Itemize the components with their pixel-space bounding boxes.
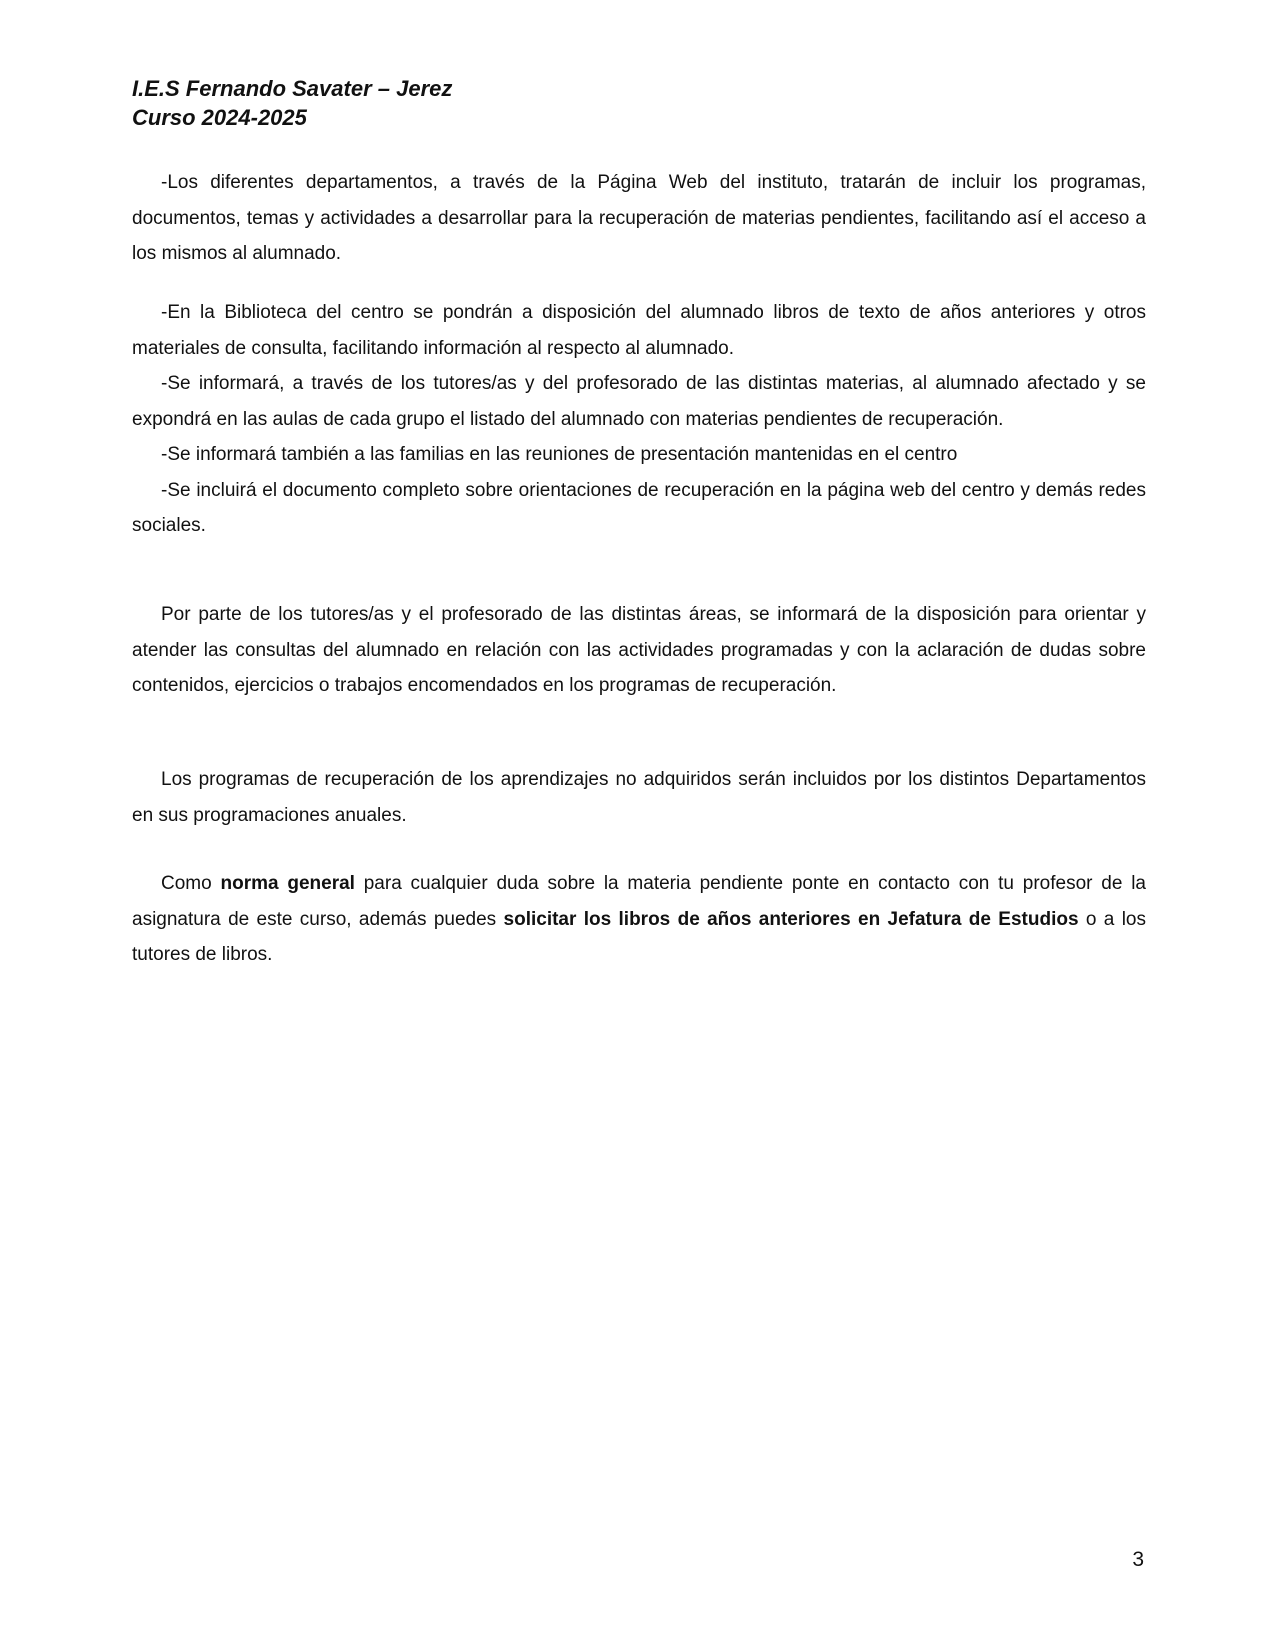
course-year: Curso 2024-2025 xyxy=(132,105,307,130)
paragraph-text: Por parte de los tutores/as y el profesorado de las distintas áreas, se informará de la disposición para orientar y atender las consultas del alumnado en relación con las actividades programadas y con la aclaración de dudas sobre contenidos, ejercicios o trabajos encomendados en los programas de recuperación. xyxy=(132,604,1146,696)
paragraph-tutors-inform: -Se informará, a través de los tutores/as y del profesorado de las distintas materias, al alumnado afectado y se expondrá en las aulas de cada grupo el listado del alumnado con materias pendientes de recuperación. xyxy=(132,373,1146,430)
page-number: 3 xyxy=(1132,1548,1144,1571)
paragraph-text xyxy=(132,866,1146,973)
paragraph-families: -Se informará también a las familias en las reuniones de presentación mantenidas en el centro xyxy=(161,444,958,465)
page-header xyxy=(132,74,452,132)
bold-norma-general: norma general xyxy=(220,873,355,894)
bold-request-books: solicitar los libros de años anteriores en Jefatura de Estudios xyxy=(503,908,1079,930)
text-segment: Como xyxy=(161,873,221,894)
paragraph-text: -Los diferentes departamentos, a través de la Página Web del instituto, tratarán de incluir los programas, documentos, temas y actividades a desarrollar para la recuperación de materias pendientes, facilitando así el acceso a los mismos al alumnado. xyxy=(132,172,1146,264)
paragraph-web-page xyxy=(132,165,1146,272)
school-name: I.E.S Fernando Savater – Jerez xyxy=(132,76,453,101)
text-segment: o a los tutores de libros. xyxy=(132,908,1146,965)
paragraph-library: -En la Biblioteca del centro se pondrán a disposición del alumnado libros de texto de años anteriores y otros materiales de consulta, facilitando información al respecto al alumnado. xyxy=(132,302,1146,359)
paragraph-text: Los programas de recuperación de los aprendizajes no adquiridos serán incluidos por los distintos Departamentos en sus programaciones anuales. xyxy=(132,769,1146,826)
paragraph-group-library xyxy=(132,295,1146,544)
paragraph-tutors-orient xyxy=(132,597,1146,704)
paragraph-document-web: -Se incluirá el documento completo sobre orientaciones de recuperación en la página web del centro y demás redes sociales. xyxy=(132,479,1146,536)
paragraph-programs xyxy=(132,762,1146,833)
text-segment: para cualquier duda sobre la materia pendiente ponte en contacto con tu profesor de la asignatura de este curso, además puedes xyxy=(132,873,1146,930)
paragraph-general-rule xyxy=(132,866,1146,973)
